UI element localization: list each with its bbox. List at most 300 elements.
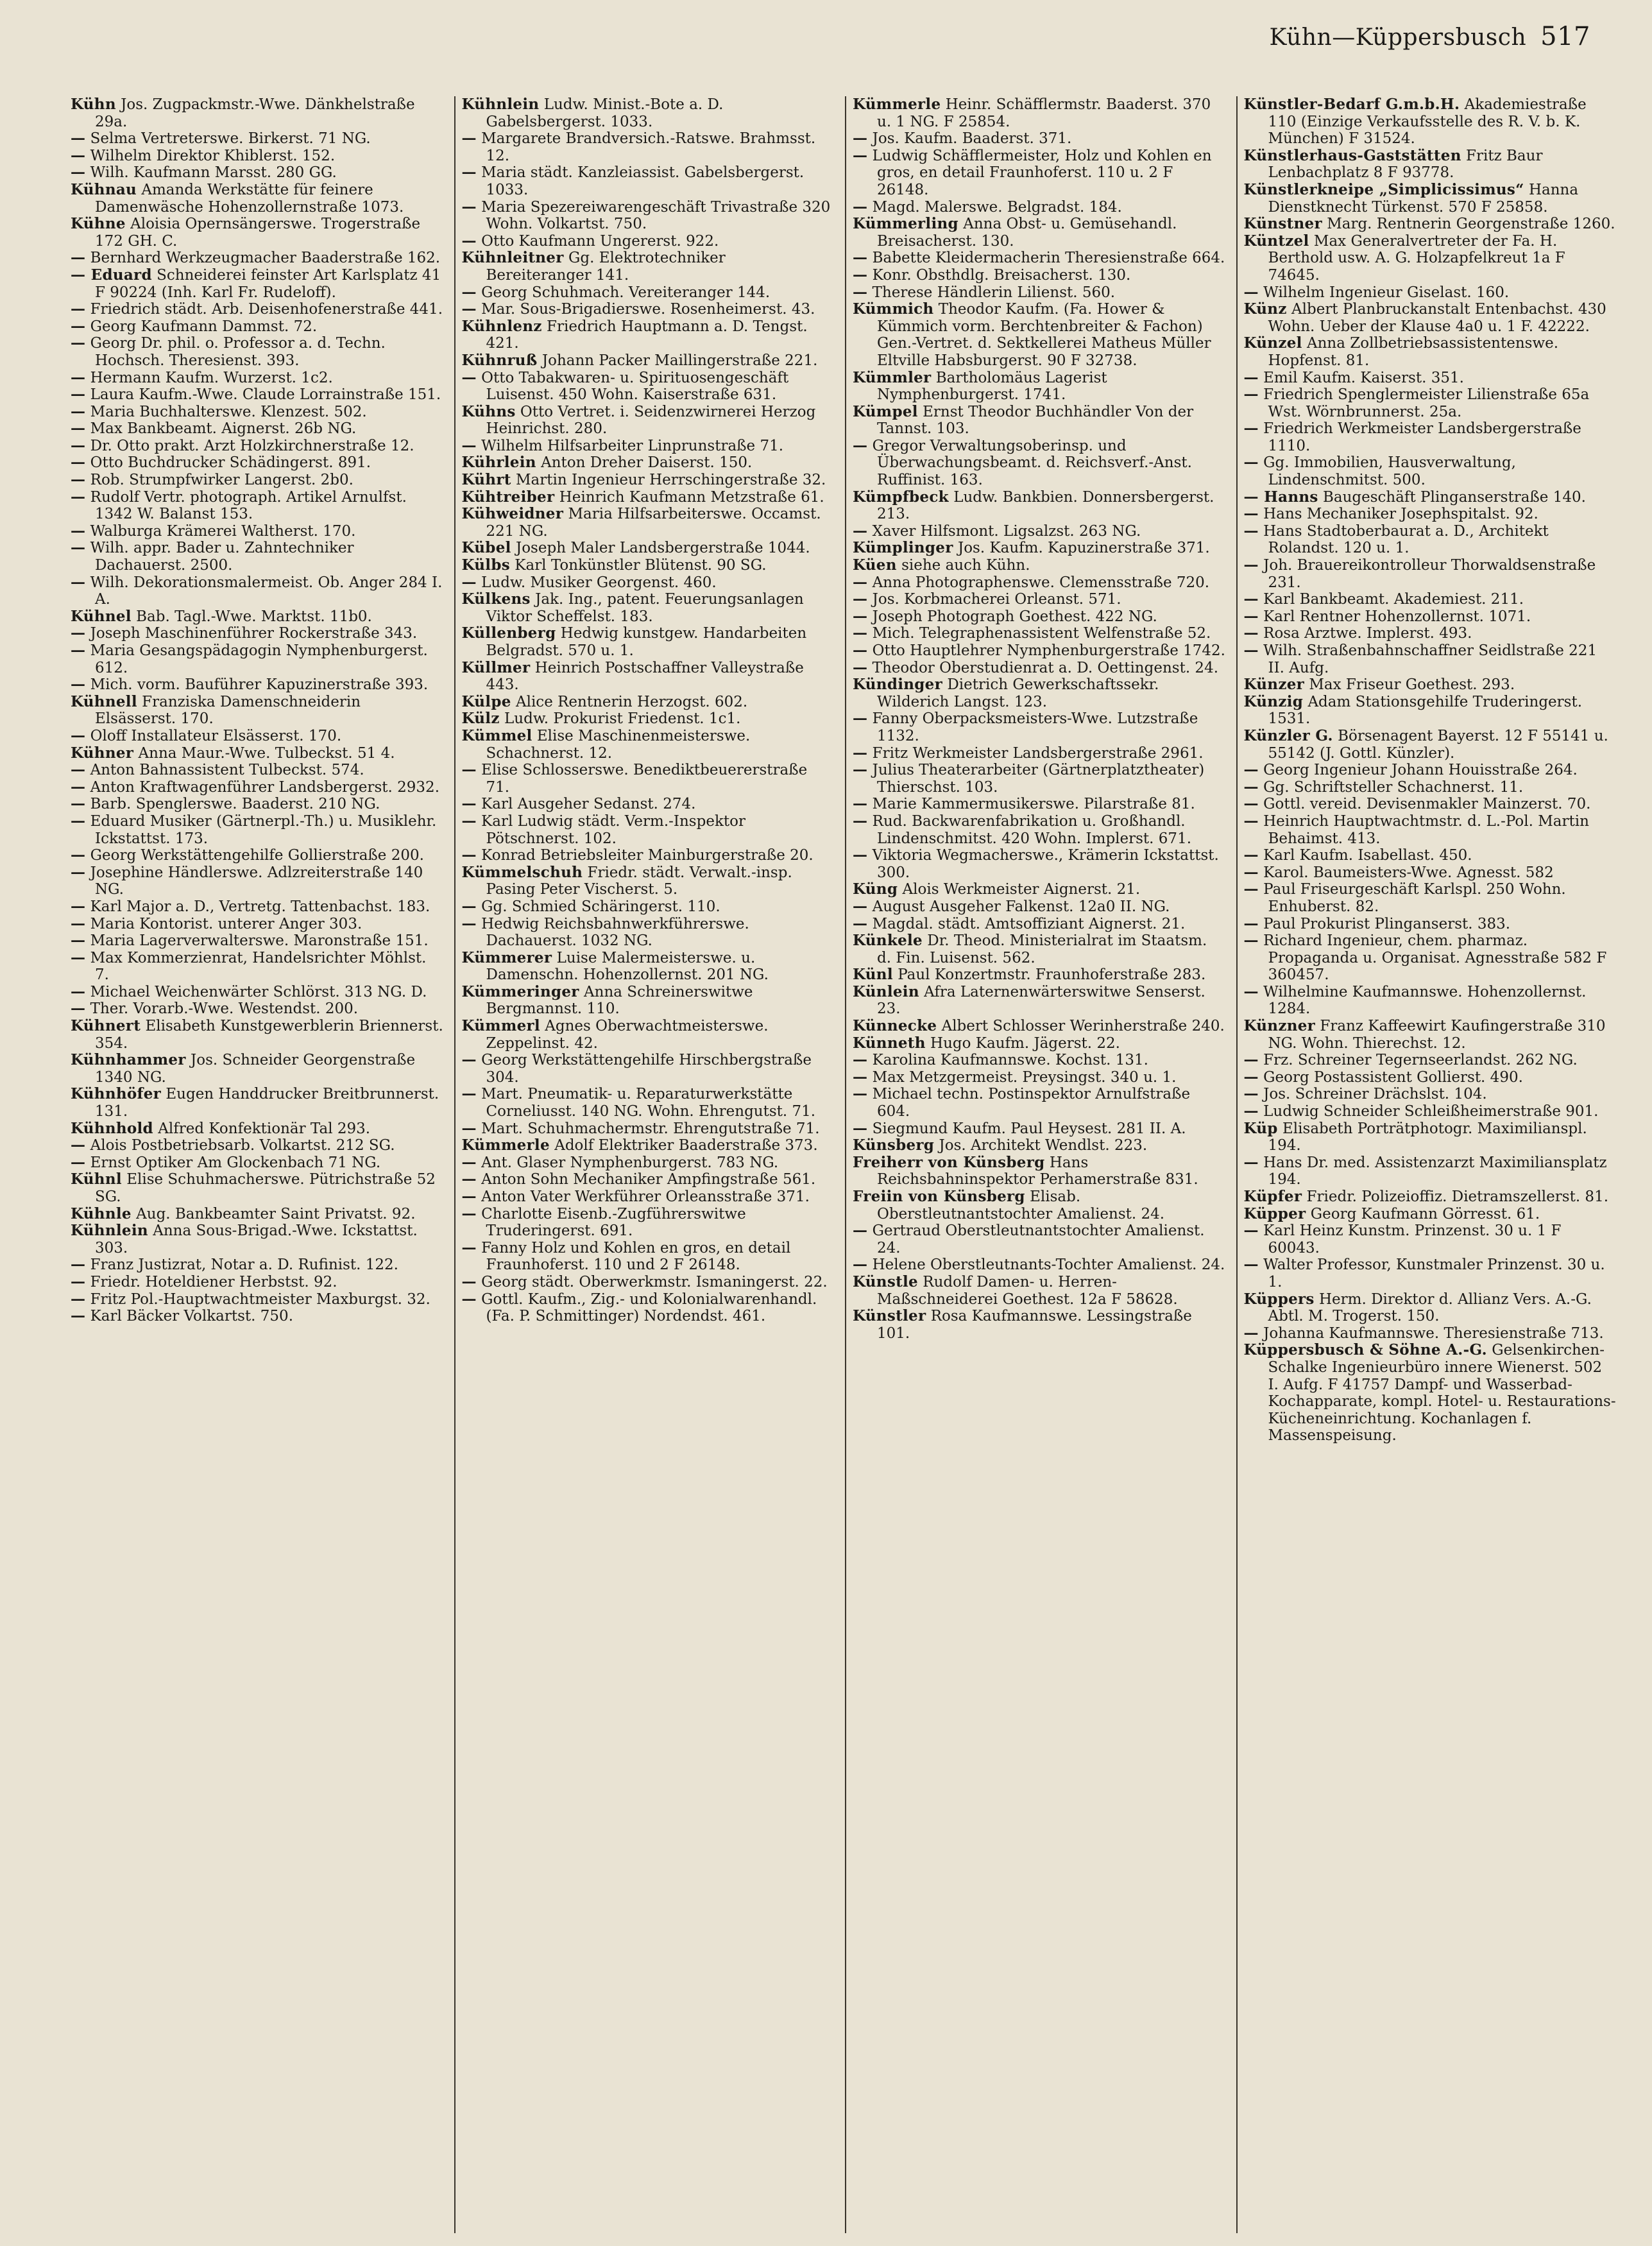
entry-details: Jos. Schreiner Drächslst. 104. [1263,1086,1487,1103]
entry-surname: Künkele [853,932,923,950]
entry-details: Wilhelm Direktor Khiblerst. 152. [90,147,336,164]
entry-surname: — [1243,761,1259,779]
directory-entry [71,813,444,847]
directory-entry [462,625,835,659]
directory-entry [853,898,1226,916]
directory-entry [71,1308,444,1325]
entry-surname: — [71,573,86,591]
directory-entry [1244,1188,1617,1206]
entry-surname: Kümmerling [853,215,958,233]
directory-entry [71,523,444,540]
directory-entry [71,1000,444,1018]
entry-details: Gertraud Oberstleutnantstochter Amalienst. 24. [872,1222,1205,1256]
entry-details: Michael Weichenwärter Schlörst. 313 NG. D. [90,983,427,1000]
entry-surname: — [853,761,868,779]
entry-surname: Kühnel [71,607,132,625]
directory-entry [853,523,1226,540]
entry-surname: Kümmerle [853,96,941,113]
entry-details: Mart. Pneumatik- u. Reparaturwerkstätte Corneliusst. 140 NG. Wohn. Ehrengutst. 71. [481,1086,816,1120]
entry-details: Friedrich Hauptmann a. D. Tengst. 421. [486,318,808,352]
column-1 [71,96,444,2233]
entry-surname: — [853,1119,868,1137]
entry-surname: Kühnle [71,1204,132,1222]
directory-entry [853,966,1226,984]
entry-details: Luise Malermeisterswe. u. Damenschn. Hohenzollernst. 201 NG. [486,949,769,984]
entry-surname: — [461,436,477,454]
entry-details: Karl Ausgeher Sedanst. 274. [481,796,696,813]
entry-details: Max Bankbeamt. Aignerst. 26b NG. [90,420,357,438]
entry-surname: — [461,1170,477,1188]
entry-surname: — [71,488,86,506]
directory-entry [853,1222,1226,1256]
entry-details: Jos. Kaufm. Baaderst. 371. [872,130,1072,148]
directory-entry [853,1308,1226,1342]
directory-entry [462,1240,835,1274]
entry-surname: — [71,863,86,881]
entry-details: Ludwig Schneider Schleißheimerstraße 901. [1263,1103,1599,1120]
entry-surname: — [853,1256,868,1274]
entry-details: Friedr. städt. Verwalt.-insp. Pasing Peter Vischerst. 5. [486,864,792,898]
entry-surname: Kümplinger [853,539,953,557]
entry-details: Elise Maschinenmeisterswe. Schachnerst. 12. [486,727,751,762]
entry-surname: Kümmelschuh [461,863,583,881]
entry-details: Selma Vertreterswe. Birkerst. 71 NG. [90,130,371,148]
entry-details: Mart. Schuhmachermstr. Ehrengutstraße 71. [481,1120,820,1137]
entry-surname: — [1243,1153,1259,1171]
entry-surname: — [1243,932,1259,950]
entry-details: Otto Tabakwaren- u. Spirituosengeschäft Luisenst. 450 Wohn. Kaiserstraße 631. [481,369,789,404]
directory-entry [853,301,1226,369]
entry-details: Georg städt. Oberwerkmstr. Ismaningerst. 22. [481,1273,828,1290]
directory-entry [853,710,1226,744]
page-number: 517 [1540,22,1590,51]
directory-entry [853,1120,1226,1138]
entry-details: Elise Schlosserswe. Benediktbeuererstraße 71. [481,762,808,796]
directory-entry [1244,642,1617,676]
entry-details: Joseph Photograph Goethest. 422 NG. [872,608,1157,625]
entry-details: Heinrich Hauptwachtmstr. d. L.-Pol. Martin Behaimst. 413. [1263,812,1589,847]
entry-details: Xaver Hilfsmont. Ligsalzst. 263 NG. [872,522,1141,540]
entry-details: Gelsenkirchen-Schalke Ingenieurbüro innere Wienerst. 502 I. Aufg. F 41757 Dampf- und Wasserbad-Kochapparate, kompl. Hotel- u. Restaurations-Kücheneinrichtung. Kochanlagen f. Massenspeisung. [1268,1342,1616,1444]
directory-entry [71,1171,444,1205]
directory-entry [71,847,444,864]
entry-surname: Künzer [1243,676,1305,694]
directory-entry [71,676,444,694]
entry-details: Jak. Ing., patent. Feuerungsanlagen Viktor Scheffelst. 183. [486,591,804,625]
entry-details: Rud. Backwarenfabrikation u. Großhandl. Lindenschmitst. 420 Wohn. Implerst. 671. [872,812,1192,847]
entry-surname: — [1243,1256,1259,1274]
entry-surname: Küen [853,556,897,574]
directory-entry [71,1086,444,1120]
directory-entry [853,745,1226,762]
directory-entry [462,916,835,950]
entry-surname: Kühnruß [461,351,538,369]
entry-details: Karl Ludwig städt. Verm.-Inspektor Pötschnerst. 102. [481,812,745,847]
entry-details: Karl Bäcker Volkartst. 750. [90,1308,293,1325]
directory-entry [462,591,835,625]
entry-details: Ernst Theodor Buchhändler Von der Tannst. 103. [877,403,1194,438]
directory-entry [1244,454,1617,488]
entry-details: Eugen Handdrucker Breitbrunnerst. 131. [95,1086,439,1120]
directory-entry [853,1154,1226,1188]
directory-entry [462,950,835,984]
entry-surname: — [461,1153,477,1171]
directory-entry [1244,694,1617,728]
directory-entry [1244,420,1617,454]
entry-details: Joseph Maler Landsbergerstraße 1044. [515,540,810,557]
directory-entry [462,540,835,557]
entry-details: Ther. Vorarb.-Wwe. Westendst. 200. [90,1000,359,1018]
entry-surname: — [71,522,86,540]
directory-entry [462,984,835,1018]
entry-surname: — [71,761,86,779]
directory-entry [71,1120,444,1138]
entry-surname: — [71,642,86,659]
directory-entry [71,454,444,472]
directory-entry [1244,728,1617,762]
directory-entry [1244,1052,1617,1069]
entry-details: Gg. Elektrotechniker Bereiteranger 141. [486,250,726,284]
directory-entry [853,1188,1226,1222]
entry-details: Rosa Arztwe. Implerst. 493. [1263,625,1472,642]
entry-details: Aug. Bankbeamter Saint Privatst. 92. [136,1205,416,1222]
entry-details: Walter Professor, Kunstmaler Prinzenst. 30 u. 1. [1263,1256,1605,1290]
directory-entry [71,267,444,301]
entry-surname: — [1243,386,1259,404]
entry-surname: Künz [1243,300,1287,318]
directory-entry [1244,1086,1617,1103]
directory-entry [853,762,1226,796]
entry-details: Georg Schuhmach. Vereiteranger 144. [481,284,771,301]
entry-surname: Küllenberg [461,624,556,642]
entry-surname: — [71,436,86,454]
entry-surname: — [1243,1068,1259,1086]
directory-entry [853,676,1226,710]
entry-details: Albert Schlosser Werinherstraße 240. [941,1018,1225,1035]
directory-entry [1244,676,1617,694]
entry-surname: — [1243,1222,1259,1240]
entry-surname: — [1243,607,1259,625]
entry-details: Johanna Kaufmannswe. Theresienstraße 713. [1263,1324,1604,1342]
entry-details: Helene Oberstleutnants-Tochter Amalienst. 24. [872,1256,1225,1274]
entry-details: Paul Prokurist Plinganserst. 383. [1263,915,1511,932]
entry-surname: — [71,676,86,694]
entry-details: Otto Vertret. i. Seidenzwirnerei Herzog Heinrichst. 280. [486,403,816,438]
entry-details: Maria Lagerverwalterswe. Maronstraße 151. [90,932,429,950]
entry-surname: — [71,317,86,335]
entry-details: Albert Planbruckanstalt Entenbachst. 430 Wohn. Ueber der Klause 4a0 u. 1 F. 42222. [1268,301,1606,335]
entry-details: Anton Vater Werkführer Orleansstraße 371. [481,1188,810,1205]
entry-details: Franziska Damenschneiderin Elsässerst. 170. [95,693,361,728]
directory-entry [462,1188,835,1206]
entry-details: Dr. Otto prakt. Arzt Holzkirchnerstraße 12. [90,437,414,454]
entry-details: Friedrich Werkmeister Landsbergerstraße 1110. [1263,420,1581,454]
directory-entry [71,762,444,779]
entry-surname: Kühnhold [71,1119,153,1137]
directory-entry [71,1222,444,1256]
directory-entry [1244,1206,1617,1223]
directory-entry [853,557,1226,574]
directory-entry [1244,762,1617,779]
entry-details: Julius Theaterarbeiter (Gärtnerplatztheater) Thierschst. 103. [872,762,1205,796]
entry-details: Aloisia Opernsängerswe. Trogerstraße 172 GH. C. [95,216,421,250]
directory-entry [71,728,444,745]
entry-surname: — [461,914,477,932]
entry-surname: — [1243,1051,1259,1069]
entry-details: Otto Hauptlehrer Nymphenburgerstraße 1742. [872,642,1225,659]
entry-surname: — [71,1290,86,1308]
directory-entry [462,352,835,370]
entry-details: Karl Heinz Kunstm. Prinzenst. 30 u. 1 F 60043. [1263,1222,1562,1256]
entry-details: Karl Rentner Hohenzollernst. 1071. [1263,608,1531,625]
directory-entry [462,233,835,250]
column-3 [845,96,1226,2233]
entry-surname: — [1243,982,1259,1000]
entry-surname: Kümmeringer [461,982,579,1000]
entry-details: Michael techn. Postinspektor Arnulfstraße 604. [872,1086,1191,1120]
directory-entry [71,916,444,933]
directory-entry [853,1086,1226,1120]
directory-entry [853,796,1226,813]
entry-surname: — [461,795,477,813]
entry-surname: — [1243,556,1259,574]
entry-details: Schneiderei feinster Art Karlsplatz 41 F 90224 (Inh. Karl Fr. Rudeloff). [95,266,441,301]
entry-surname: Künzig [1243,692,1304,710]
entry-surname: Kümmerle [461,1136,550,1154]
directory-entry [462,318,835,352]
entry-surname: Kühweidner [461,505,564,523]
entry-surname: — [853,710,868,728]
entry-details: Adam Stationsgehilfe Truderingerst. 1531. [1268,693,1583,728]
directory-entry [853,267,1226,284]
entry-surname: — [71,471,86,489]
directory-entry [71,932,444,950]
entry-details: Baugeschäft Plinganserstraße 140. [1322,488,1586,506]
entry-details: Alois Werkmeister Aignerst. 21. [902,881,1141,898]
directory-entry [462,284,835,302]
entry-details: Elise Schuhmacherswe. Pütrichstraße 52 SG. [95,1171,436,1205]
entry-surname: — Eduard [71,266,152,284]
entry-details: Ludw. Prokurist Friedenst. 1c1. [504,710,741,728]
entry-surname: — [71,420,86,438]
entry-surname: — [71,812,86,830]
directory-entry [1244,148,1617,182]
directory-entry [1244,335,1617,369]
entry-surname: — [71,1256,86,1274]
entry-surname: — [71,948,86,966]
directory-entry [71,864,444,898]
directory-entry [462,898,835,916]
directory-entry [462,301,835,318]
entry-details: Anna Maur.-Wwe. Tulbeckst. 51 4. [138,744,395,762]
entry-details: Richard Ingenieur, chem. pharmaz. Propaganda u. Organisat. Agnesstraße 582 F 360457. [1263,932,1607,984]
directory-entry [853,881,1226,898]
directory-entry [71,489,444,523]
entry-surname: — [71,130,86,148]
entry-details: Ludw. Minist.-Bote a. D. Gabelsbergerst. 1033. [486,96,724,130]
entry-surname: — [71,402,86,420]
entry-details: August Ausgeher Falkenst. 12a0 II. NG. [872,898,1170,915]
directory-entry [71,642,444,676]
entry-surname: Künstle [853,1273,918,1290]
entry-surname: — [71,795,86,813]
entry-surname: — [1243,454,1259,472]
entry-details: Therese Händlerin Lilienst. 560. [872,284,1116,301]
entry-surname: — [71,1136,86,1154]
directory-entry [71,420,444,438]
directory-entry [853,199,1226,216]
directory-entry [71,1018,444,1052]
directory-entry [462,728,835,762]
directory-entry [853,1052,1226,1069]
entry-details: Elisabeth Kunstgewerblerin Briennerst. 354. [95,1018,443,1052]
directory-entry [462,557,835,574]
directory-entry [853,404,1226,438]
entry-surname: Kühns [461,402,516,420]
entry-details: Magd. Malerswe. Belgradst. 184. [872,198,1122,216]
entry-details: Anna Sous-Brigad.-Wwe. Ickstattst. 303. [95,1222,418,1256]
entry-details: Dietrich Gewerkschaftssekr. Wilderich Langst. 123. [877,676,1159,710]
directory-entry [462,1171,835,1188]
entry-details: Fritz Pol.-Hauptwachtmeister Maxburgst. 32. [90,1290,430,1308]
directory-entry [462,1120,835,1138]
directory-entry [71,898,444,916]
entry-surname: — [1243,846,1259,864]
entry-surname: Kühner [71,744,134,762]
entry-surname: — [853,897,868,915]
entry-details: Rudolf Damen- u. Herren-Maßschneiderei Goethest. 12a F 58628. [877,1273,1178,1308]
entry-details: Georg Kaufmann Dammst. 72. [90,318,318,335]
entry-details: Maria Kontorist. unterer Anger 303. [90,915,362,932]
entry-surname: — [853,266,868,284]
directory-entry [71,1137,444,1154]
entry-surname: — [71,249,86,267]
entry-details: Ernst Optiker Am Glockenbach 71 NG. [90,1154,381,1171]
entry-surname: — [853,744,868,762]
entry-surname: — [461,573,477,591]
entry-surname: — [71,726,86,744]
entry-details: Fanny Holz und Kohlen en gros, en detail Fraunhoferst. 110 und 2 F 26148. [481,1239,791,1274]
entry-surname: Kümmerer [461,948,552,966]
directory-entry [853,540,1226,557]
entry-surname: — [853,198,868,216]
entry-details: Konrad Betriebsleiter Mainburgerstraße 20. [481,847,813,864]
entry-surname: Kühnlein [461,96,540,113]
entry-surname: Künl [853,966,893,984]
entry-surname: — [853,1222,868,1240]
entry-details: Hermann Kaufm. Wurzerst. 1c2. [90,369,333,386]
entry-surname: Künstlerkneipe „Simplicissimus“ [1243,180,1524,198]
entry-surname: — [1243,624,1259,642]
directory-entry [462,438,835,455]
entry-surname: — [1243,812,1259,830]
directory-entry [1244,916,1617,933]
entry-details: Anna Zollbetriebsassistentenswe. Hopfenst. 81. [1268,335,1559,369]
entry-surname: Künstlerhaus-Gaststätten [1243,146,1461,164]
entry-surname: Freiherr von Künsberg [853,1153,1045,1171]
entry-surname: — [461,1204,477,1222]
entry-surname: — [1243,642,1259,659]
entry-details: Emil Kaufm. Kaiserst. 351. [1263,369,1464,386]
directory-entry [71,1291,444,1308]
entry-surname: Künlein [853,982,919,1000]
entry-details: Marie Kammermusikerswe. Pilarstraße 81. [872,796,1195,813]
entry-surname: Kühne [71,215,126,233]
entry-details: Herm. Direktor d. Allianz Vers. A.-G. Abtl. M. Trogerst. 150. [1268,1290,1592,1325]
entry-details: Wilh. appr. Bader u. Zahntechniker Dachauerst. 2500. [90,540,354,574]
entry-surname: — [853,914,868,932]
directory-entry [1244,1018,1617,1052]
entry-surname: — [461,1085,477,1103]
entry-details: Maria Gesangspädagogin Nymphenburgerst. 612. [90,642,428,676]
directory-entry [71,779,444,796]
directory-entry [1244,591,1617,608]
entry-details: Friedrich Spenglermeister Lilienstraße 65a Wst. Wörnbrunnerst. 25a. [1263,386,1590,420]
entry-surname: — [1243,283,1259,301]
entry-details: Ludw. Bankbien. Donnersbergerst. 213. [877,488,1214,523]
directory-columns [71,96,1617,2233]
entry-surname: — Hanns [1243,488,1318,506]
directory-entry [1244,489,1617,506]
directory-entry [1244,1222,1617,1256]
entry-surname: — [71,1153,86,1171]
entry-surname: Kümmich [853,300,934,318]
entry-details: Theodor Oberstudienrat a. D. Oettingenst. 24. [872,659,1219,676]
entry-details: Dr. Theod. Ministerialrat im Staatsm. d. Fin. Luisenst. 562. [877,932,1207,966]
entry-surname: — [853,658,868,676]
entry-details: Maria Spezereiwarengeschäft Trivastraße 320 Wohn. Volkartst. 750. [481,198,831,233]
directory-entry [1244,386,1617,420]
directory-entry [462,694,835,711]
directory-entry [853,932,1226,966]
entry-surname: — [461,368,477,386]
directory-entry [71,182,444,216]
entry-surname: Kühnell [71,692,137,710]
entry-surname: Künzner [1243,1017,1316,1035]
directory-entry [853,1018,1226,1035]
entry-details: Heinr. Schäfflermstr. Baaderst. 370 u. 1 NG. F 25854. [877,96,1211,130]
entry-details: Fritz Werkmeister Landsbergerstraße 2961. [872,744,1204,762]
entry-details: Rosa Kaufmannswe. Lessingstraße 101. [877,1308,1192,1342]
entry-details: Paul Friseurgeschäft Karlspl. 250 Wohn. Enhuberst. 82. [1263,881,1566,915]
directory-entry [1244,813,1617,847]
directory-entry [1244,506,1617,523]
entry-details: Anna Obst- u. Gemüsehandl. Breisacherst. 130. [877,216,1177,250]
directory-entry [71,608,444,626]
directory-entry [462,250,835,284]
entry-surname: — [71,454,86,472]
entry-details: Georg Kaufmann Görresst. 61. [1310,1205,1540,1222]
directory-entry [71,1052,444,1086]
entry-surname: Künnecke [853,1017,937,1035]
directory-entry [71,335,444,369]
directory-entry [462,1274,835,1291]
entry-surname: — [1243,590,1259,608]
entry-surname: Künzler G. [1243,726,1333,744]
directory-entry [1244,932,1617,984]
entry-surname: — [71,386,86,404]
directory-entry [71,96,444,130]
entry-surname: Künzel [1243,334,1302,352]
directory-entry [1244,216,1617,233]
directory-entry [462,762,835,796]
directory-entry [462,864,835,898]
entry-surname: — [461,300,477,318]
entry-details: Walburga Krämerei Waltherst. 170. [90,522,356,540]
entry-details: Heinrich Postschaffner Valleystraße 443. [486,659,804,694]
directory-entry [462,164,835,198]
entry-details: Wilhelmine Kaufmannswe. Hohenzollernst. 1284. [1263,983,1587,1018]
